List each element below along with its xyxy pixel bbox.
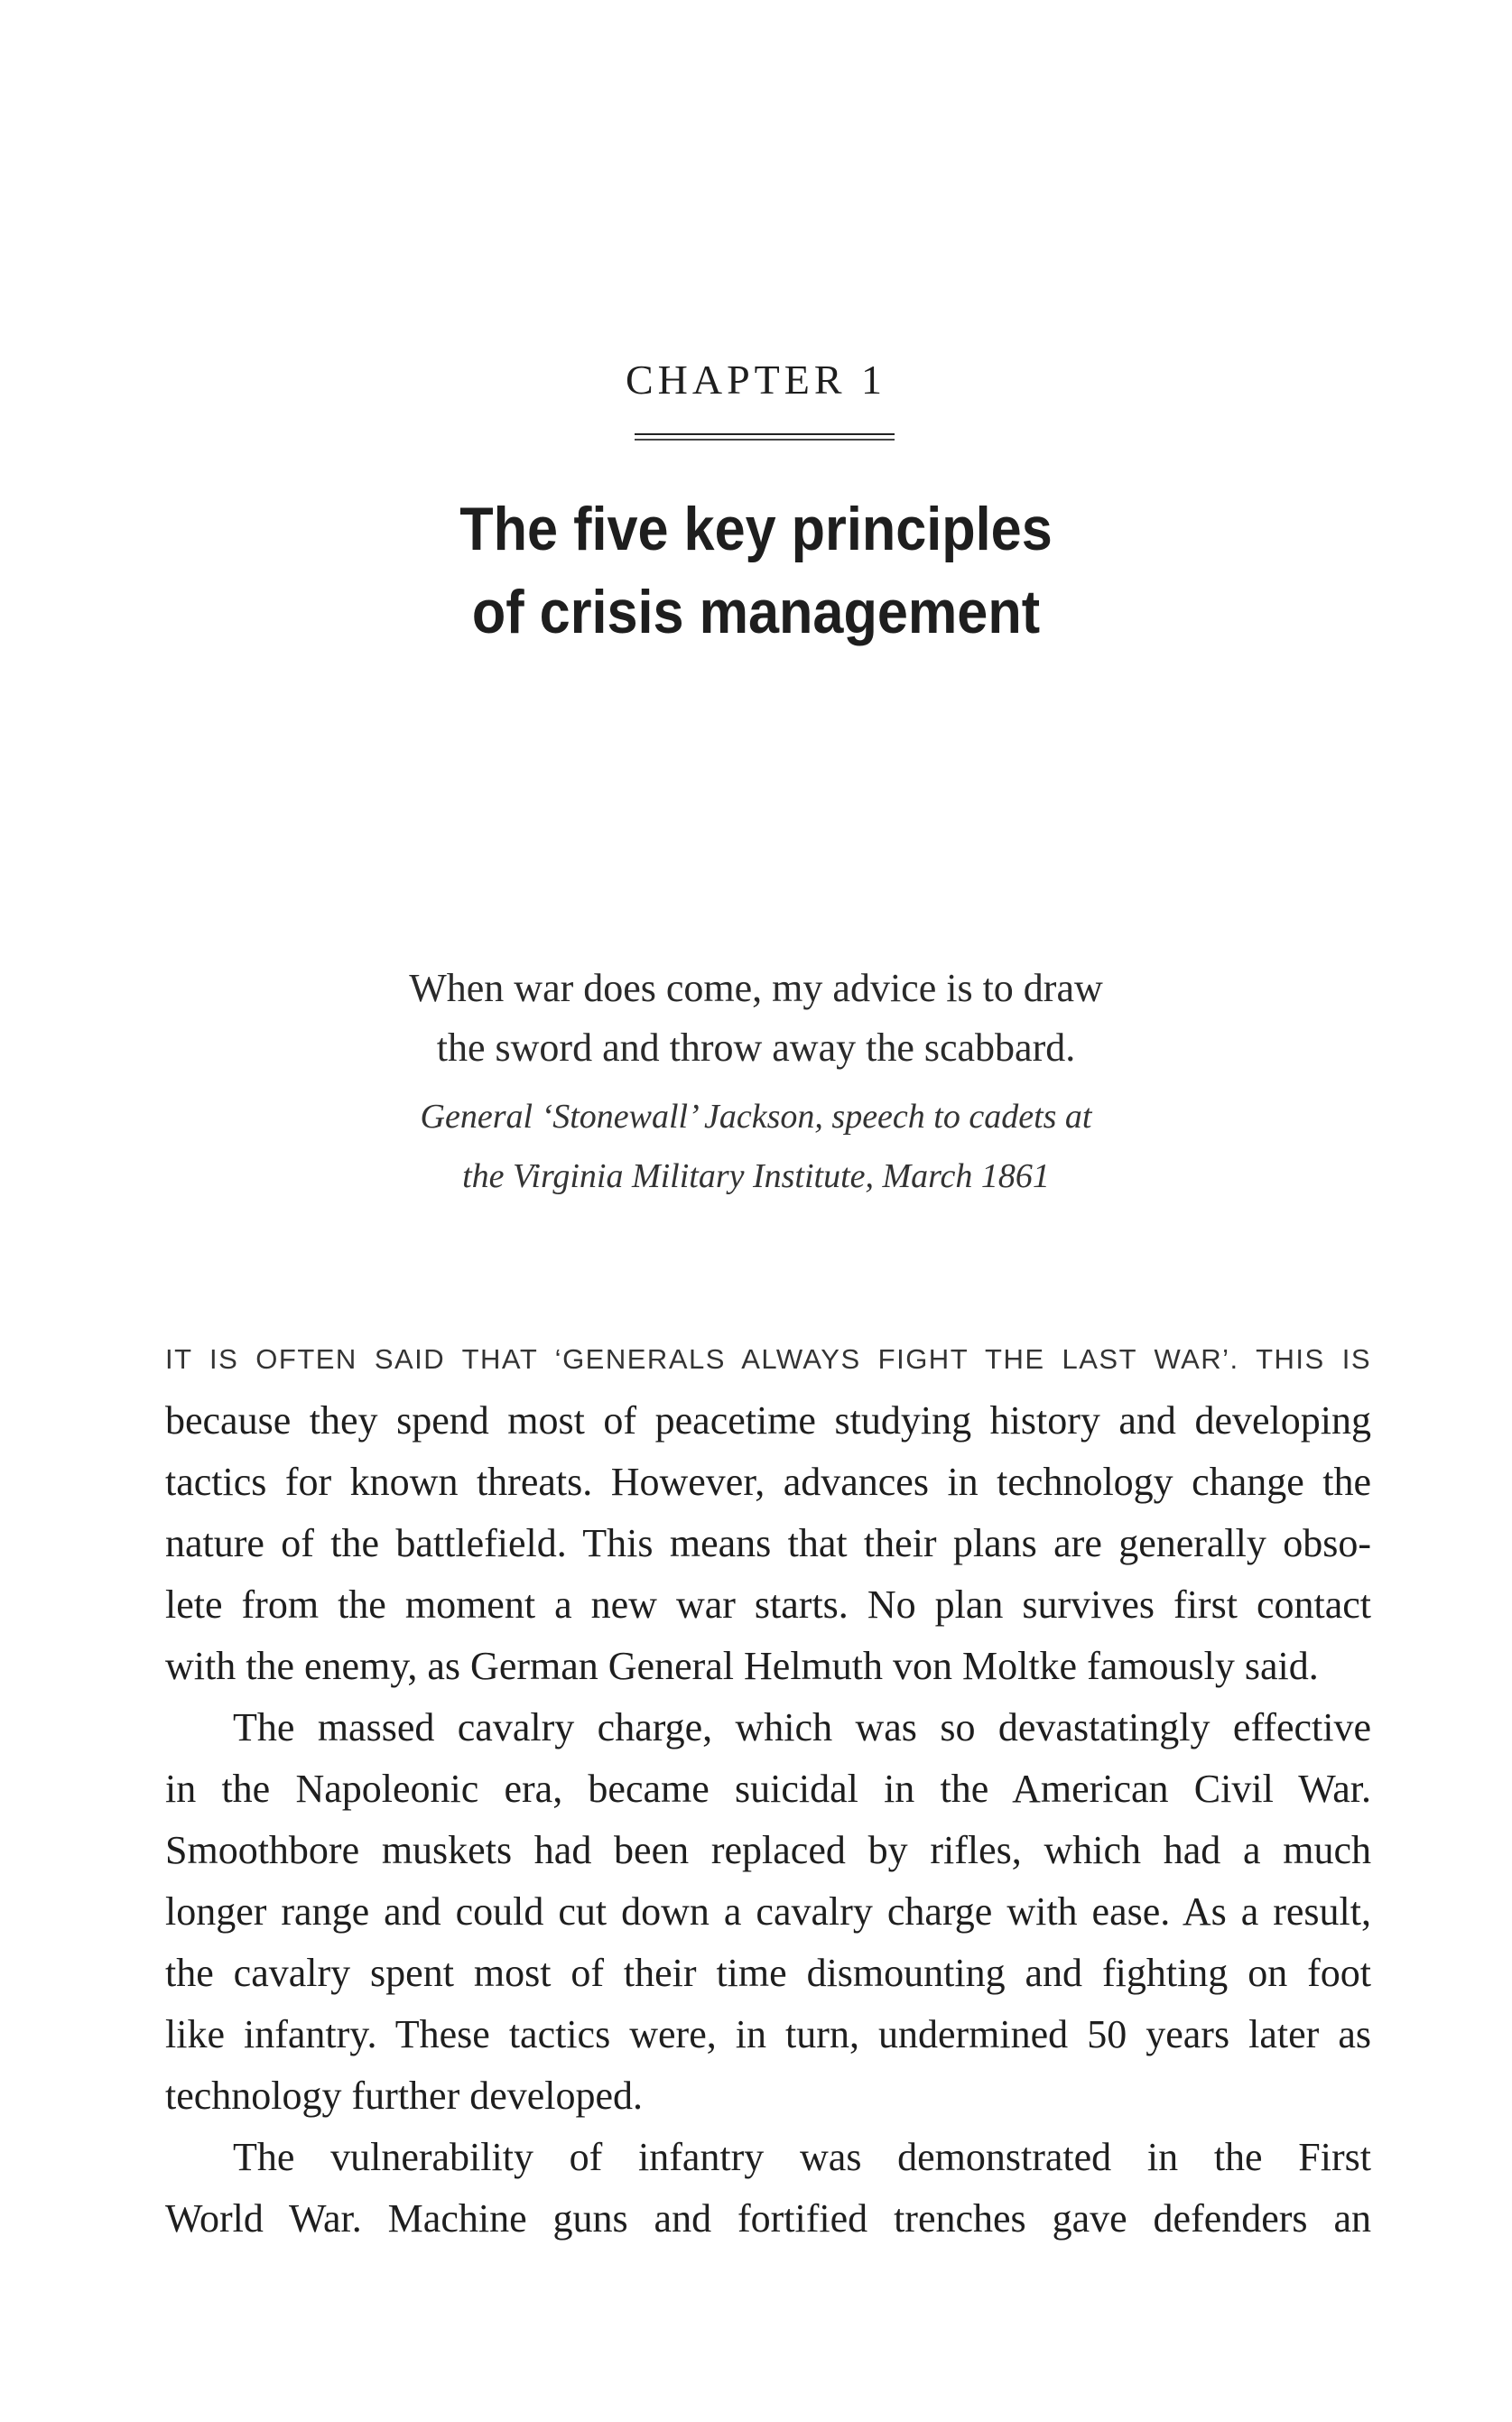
- chapter-title-line: of crisis management: [471, 578, 1041, 646]
- epigraph-attribution-line: General ‘Stonewall’ Jackson, speech to cadets at: [420, 1098, 1092, 1136]
- body-line: World War. Machine guns and fortified trenches gave defenders an: [165, 2196, 1371, 2241]
- body-line: technology further developed.: [165, 2074, 644, 2118]
- chapter-title-line: The five key principles: [459, 495, 1053, 563]
- body-line: The massed cavalry charge, which was so devastatingly effective: [233, 1705, 1371, 1749]
- epigraph-attribution-line: the Virginia Military Institute, March 1861: [462, 1157, 1050, 1195]
- chapter-title: [76, 487, 1437, 654]
- body-line: lete from the moment a new war starts. No plan survives first contact: [165, 1582, 1371, 1627]
- body-line: because they spend most of peacetime studying history and developing: [165, 1398, 1371, 1443]
- epigraph-quote-line: When war does come, my advice is to draw: [409, 966, 1103, 1010]
- body-line: with the enemy, as German General Helmuth von Moltke famously said.: [165, 1644, 1319, 1688]
- body-line: Smoothbore muskets had been replaced by rifles, which had a much: [165, 1828, 1371, 1872]
- epigraph: [0, 959, 1512, 1206]
- body-line: like infantry. These tactics were, in turn, undermined 50 years later as: [165, 2012, 1371, 2056]
- body-line: nature of the battlefield. This means that their plans are generally obso-: [165, 1521, 1371, 1565]
- body-line: longer range and could cut down a cavalry charge with ease. As a result,: [165, 1889, 1371, 1934]
- body-text: [165, 1329, 1371, 2250]
- body-line: The vulnerability of infantry was demonstrated in the First: [233, 2135, 1371, 2179]
- opening-line-smallcaps: IT IS OFTEN SAID THAT ‘GENERALS ALWAYS FIGHT THE LAST WAR’. THIS IS: [165, 1343, 1371, 1375]
- epigraph-quote: [0, 959, 1512, 1078]
- body-line: the cavalry spent most of their time dismounting and fighting on foot: [165, 1951, 1371, 1995]
- body-line: in the Napoleonic era, became suicidal in the American Civil War.: [165, 1767, 1371, 1811]
- chapter-rule-divider: [635, 433, 895, 435]
- body-line: tactics for known threats. However, advances in technology change the: [165, 1460, 1371, 1504]
- epigraph-attribution: [0, 1087, 1512, 1206]
- chapter-label: CHAPTER 1: [625, 357, 887, 403]
- epigraph-quote-line: the sword and throw away the scabbard.: [436, 1025, 1076, 1070]
